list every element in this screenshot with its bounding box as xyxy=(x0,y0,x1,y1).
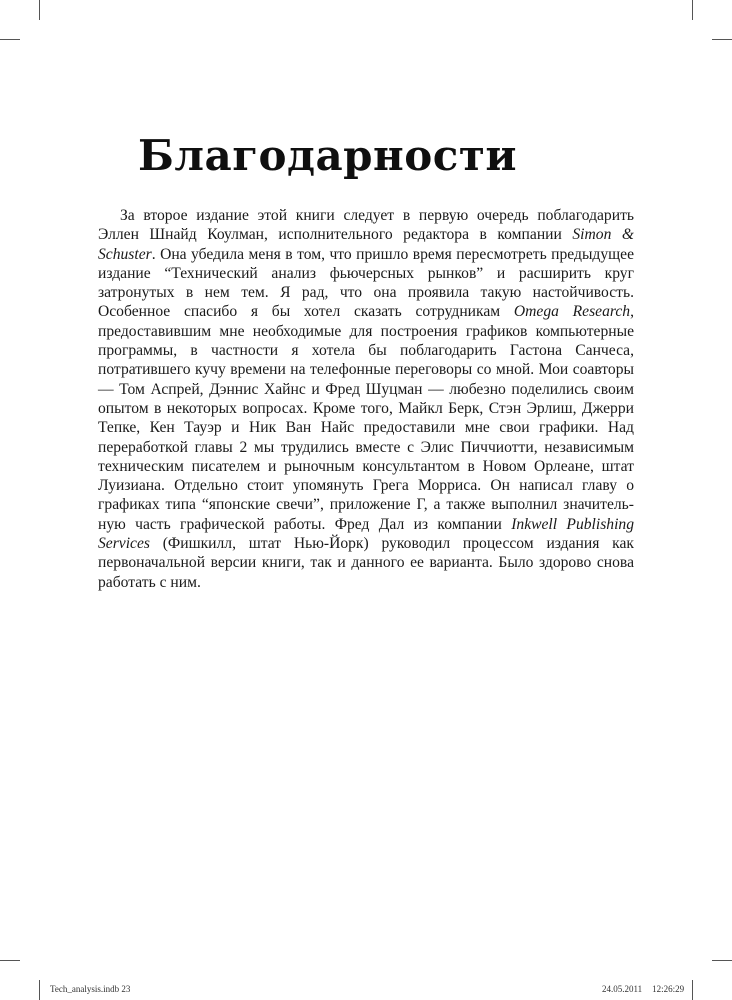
crop-mark-bottom-right-horizontal xyxy=(712,960,732,961)
print-slug-date: 24.05.2011 xyxy=(602,984,643,994)
acknowledgements-paragraph xyxy=(98,206,634,592)
paragraph-italic-run: Omega Research xyxy=(513,303,631,321)
crop-mark-top-left-horizontal xyxy=(0,39,20,40)
crop-mark-top-left-vertical xyxy=(39,0,40,20)
paragraph-run: , предоставившим мне необходимые для построения графиков компьютерные программы, в частности я хотела бы поблагодарить Гастона Санчеса, потратившего кучу времени на телефонные переговоры со мной. Мои соавторы — Том Аспрей, Дэннис Хайнс и Фред Шуцман — любезно поделились своим опытом в некоторых вопросах. Кроме того, Майкл Берк, Стэн Эрлиш, Джерри Тепке, Кен Тауэр и Ник Ван Найс предоставили мне свои графики. Над переработкой главы 2 мы трудились вместе с Элис Пиччиотти, независимым техническим писателем и рыночным консультантом в Новом Орлеане, штат Луизиана. Отдельно стоит упомянуть Грега Морриса. Он написал главу о графиках типа “японские свечи”, приложение Г, а также выполнил значительную часть графической работы. Фред Дал из компании xyxy=(98,303,634,533)
paragraph-run: (Фишкилл, штат Нью-Йорк) руководил процессом издания как первоначальной версии книги, так и данного ее варианта. Было здорово снова работать с ним. xyxy=(98,535,634,591)
print-slug-file: Tech_analysis.indb 23 xyxy=(50,984,131,994)
crop-mark-top-right-vertical xyxy=(692,0,693,20)
print-slug-timestamp xyxy=(602,983,684,995)
page-title: Благодарности xyxy=(138,131,518,180)
paragraph-run: За второе издание этой книги следует в первую очередь поблагодарить Эллен Шнайд Коулман, исполнительного редактора в компании xyxy=(98,207,634,244)
crop-mark-bottom-left-vertical xyxy=(39,980,40,1000)
crop-mark-top-right-horizontal xyxy=(712,39,732,40)
paragraph-run: . Она убедила меня в том, что пришло время пересмотреть предыдущее издание “Технический анализ фьючерсных рынков” и расширить круг затронутых в нем тем. Я рад, что она проявила такую настойчивость. Особенное спасибо я бы хотел сказать сотрудникам xyxy=(98,245,634,321)
crop-mark-bottom-left-horizontal xyxy=(0,960,20,961)
paragraph-italic-run: Inkwell Publishing Services xyxy=(98,515,635,553)
paragraph-italic-run: Simon & Schuster xyxy=(98,226,635,263)
crop-mark-bottom-right-vertical xyxy=(692,980,693,1000)
print-slug-time: 12:26:29 xyxy=(652,984,685,994)
